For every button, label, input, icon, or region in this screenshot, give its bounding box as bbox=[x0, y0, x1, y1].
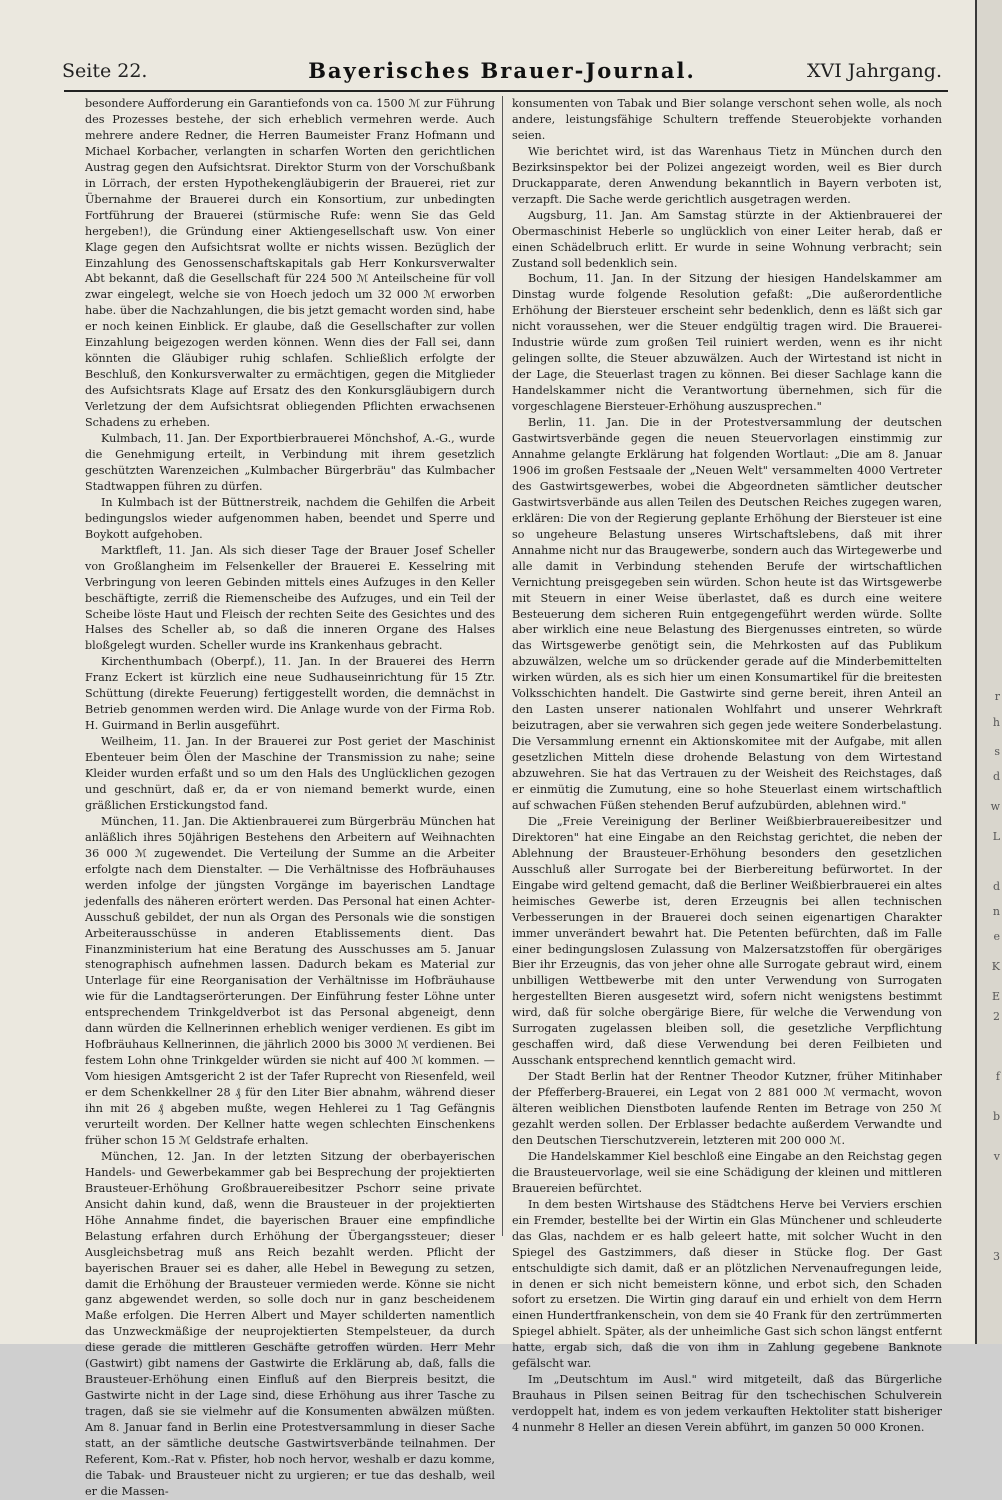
edge-letter: b bbox=[992, 1110, 1000, 1123]
journal-title: Bayerisches Brauer-Journal. bbox=[308, 58, 696, 83]
paragraph: Kulmbach, 11. Jan. Der Exportbierbrauerei Mönchshof, A.-G., wurde die Genehmigung erteilt, in Verbindung mit ihrem gesetzlich geschützten Warenzeichen „Kulmbacher Bürgerbräu" das Kulmbacher Stadtwappen führen zu dürfen. bbox=[85, 432, 495, 493]
paragraph: Die Handelskammer Kiel beschloß eine Eingabe an den Reichstag gegen die Brausteuervorlage, weil sie eine Schädigung der kleinen und mittleren Brauereien befürchtet. bbox=[512, 1149, 942, 1195]
edge-letter: v bbox=[993, 1150, 1000, 1163]
paragraph: Augsburg, 11. Jan. Am Samstag stürzte in der Aktienbrauerei der Obermaschinist Heberle so unglücklich von einer Leiter herab, daß er einen Schädelbruch erlitt. Er wurde in seine Wohnung verbracht; sein Zustand soll bedenklich sein. bbox=[512, 208, 942, 270]
paragraph: konsumenten von Tabak und Bier solange verschont sehen wolle, als noch andere, leistungsfähige Schultern treffende Steuerobjekte vorhanden seien. bbox=[512, 97, 942, 142]
edge-letter: s bbox=[994, 745, 1000, 758]
paragraph: Bochum, 11. Jan. In der Sitzung der hiesigen Handelskammer am Dinstag wurde folgende Resolution gefaßt: „Die außerordentliche Erhöhung der Biersteuer erscheint sehr bedenklich, denn es läßt sich gar nicht voraussehen, wer die Steuer endgültig tragen wird. Die Brauerei-Industrie würde zum großen Teil ruiniert werden, wenn es ihr nicht gelingen sollte, die Steuer abzuwälzen. Auch der Wirtestand ist nicht in der Lage, die Steuerlast tragen zu können. Bei dieser Sachlage kann die Handelskammer nicht die Verantwortung übernehmen, sich für die vorgeschlagene Biersteuer-Erhöhung auszusprechen." bbox=[512, 272, 942, 414]
edge-letter: E bbox=[991, 990, 1000, 1003]
header-rule bbox=[64, 90, 948, 92]
paragraph: München, 12. Jan. In der letzten Sitzung der oberbayerischen Handels- und Gewerbekammer gab bei Besprechung der projektierten Brausteuer-Erhöhung Großbrauereibesitzer Pschorr seine private Ansicht dahin kund, daß, wenn die Brausteuer in der projektierten Höhe Annahme findet, die bayerischen Brauer eine empfindliche Belastung erfahren durch Erhöhung der Übergangssteuer; dieser Ausgleichsbetrag muß ans Reich bezahlt werden. Pflicht der bayerischen Brauer sei es daher, alle Hebel in Bewegung zu setzen, damit die Erhöhung der Brausteuer vermieden werde. Könne sie nicht ganz abgewendet werden, so solle doch nur in ganz bescheidenem Maße erfolgen. Die Herren Albert und Mayer schilderten namentlich das Unzweckmäßige der neuprojektierten Stempelsteuer, da durch diese gerade die mittleren Geschäfte getroffen würden. Herr Mehr (Gastwirt) gibt namens der Gastwirte die Erklärung ab, daß, falls die Brausteuer-Erhöhung einen Einfluß auf den Bierpreis besitzt, die Gastwirte nicht in der Lage sind, diese Erhöhung aus ihrer Tasche zu tragen, daß sie sie vielmehr auf die Konsumenten abwälzen müßten. Am 8. Januar fand in Berlin eine Protestversammlung in dieser Sache statt, an der sämtliche deutsche Gastwirtsverbände teilnahmen. Der Referent, Kom.-Rat v. Pfister, hob noch hervor, weshalb er dazu komme, die Tabak- und Brausteuer nicht zu urgieren; er tue das deshalb, weil er die Massen- bbox=[85, 1149, 495, 1498]
edge-letter: f bbox=[995, 1070, 1000, 1083]
left-column bbox=[85, 96, 495, 1500]
edge-letter: L bbox=[992, 830, 1000, 843]
paragraph: In Kulmbach ist der Büttnerstreik, nachdem die Gehilfen die Arbeit bedingungslos wieder aufgenommen haben, beendet und Sperre und Boykott aufgehoben. bbox=[85, 495, 495, 541]
right-column bbox=[512, 96, 942, 1436]
edge-letter: w bbox=[990, 800, 1000, 813]
paragraph: Der Stadt Berlin hat der Rentner Theodor Kutzner, früher Mitinhaber der Pfefferberg-Brauerei, ein Legat von 2 881 000 ℳ vermacht, wovon älteren weiblichen Dienstboten laufende Renten im Betrage von 250 ℳ gezahlt werden sollen. Der Erblasser bedachte außerdem Verwandte und den Deutschen Tierschutzverein, letzteren mit 200 000 ℳ. bbox=[512, 1070, 942, 1147]
edge-letter: 3 bbox=[993, 1250, 1000, 1263]
edge-letter: K bbox=[991, 960, 1000, 973]
edge-letter: d bbox=[992, 880, 1000, 893]
edge-letter: n bbox=[992, 905, 1000, 918]
paragraph: Die „Freie Vereinigung der Berliner Weißbierbrauereibesitzer und Direktoren" hat eine Eingabe an den Reichstag gerichtet, die neben der Ablehnung der Brausteuer-Erhöhung besonders den gesetzlichen Ausschluß aller Surrogate bei der Bierbereitung befürwortet. In der Eingabe wird geltend gemacht, daß die Berliner Weißbierbrauerei ein altes heimisches Gewerbe ist, deren Erzeugnis bei allen technischen Verbesserungen in der Brauerei doch seinen eigenartigen Charakter immer unverändert bewahrt hat. Die Petenten befürchten, daß im Falle einer bedingungslosen Zulassung von Malzersatzstoffen für obergäriges Bier ihr Erzeugnis, das von jeher ohne alle Surrogate gebraut wird, einem unbilligen Wettbewerbe mit den unter Verwendung von Surrogaten hergestellten Bieren ausgesetzt wird, sofern nicht wenigstens bestimmt wird, daß für solche obergärige Biere, für welche die Verwendung von Surrogaten zugelassen bleiben soll, die gesetzliche Verpflichtung geschaffen wird, daß diese Verwendung bei deren Feilbieten und Ausschank entsprechend kenntlich gemacht wird. bbox=[512, 814, 942, 1068]
paragraph: Wie berichtet wird, ist das Warenhaus Tietz in München durch den Bezirksinspektor bei der Polizei angezeigt worden, weil es Bier durch Druckapparate, deren Anwendung bekanntlich in Bayern verboten ist, verzapft. Die Sache werde gerichtlich ausgetragen werden. bbox=[512, 144, 942, 206]
paragraph: Marktfleft, 11. Jan. Als sich dieser Tage der Brauer Josef Scheller von Großlangheim im Felsenkeller der Brauerei E. Kesselring mit Verbringung von leeren Gebinden mittels eines Aufzuges in den Keller beschäftigte, zerriß die Riemenscheibe des Aufzuges, und ein Teil der Scheibe löste Haut und Fleisch der rechten Seite des Gesichtes und des Halses des Scheller ab, so daß die inneren Organe des Halses bloßgelegt wurden. Scheller wurde ins Krankenhaus gebracht. bbox=[85, 543, 495, 653]
page-header bbox=[62, 58, 942, 88]
column-divider bbox=[502, 96, 503, 1236]
edge-letter: r bbox=[994, 690, 1000, 703]
paragraph: In dem besten Wirtshause des Städtchens Herve bei Verviers erschien ein Fremder, bestellte bei der Wirtin ein Glas Münchener und schleuderte das Glas, nachdem er es halb geleert hatte, mit solcher Wucht in den Spiegel des Gastzimmers, daß dieser in Stücke flog. Der Gast entschuldigte sich damit, daß er an plötzlichen Nervenaufregungen leide, in denen er sich nicht bemeistern könne, und erbot sich, den Schaden sofort zu ersetzen. Die Wirtin ging darauf ein und erhielt von dem Herrn einen Hundertfrankenschein, von dem sie 40 Frank für den zertrümmerten Spiegel abhielt. Später, als der unheimliche Gast sich schon längst entfernt hatte, ergab sich, daß die von ihm in Zahlung gegebene Banknote gefälscht war. bbox=[512, 1197, 942, 1371]
edge-letter: e bbox=[993, 930, 1000, 943]
adjacent-page-edge bbox=[975, 0, 1002, 1344]
paragraph: besondere Aufforderung ein Garantiefonds von ca. 1500 ℳ zur Führung des Prozesses bestehe, der sich erheblich vermehren werde. Auch mehrere andere Redner, die Herren Baumeister Franz Hofmann und Michael Korbacher, verlangten in scharfen Worten den gerichtlichen Austrag gegen den Aufsichtsrat. Direktor Sturm von der Vorschußbank in Lörrach, der ersten Hypothekengläubigerin der Brauerei, riet zur Übernahme der Brauerei durch ein Konsortium, zur unbedingten Fortführung der Brauerei (stürmische Rufe: wenn Sie das Geld hergeben!), die Gründung einer Aktiengesellschaft usw. Von einer Klage gegen den Aufsichtsrat wollte er nichts wissen. Bezüglich der Einzahlung des Genossenschaftskapitals gab Herr Konkursverwalter Abt bekannt, daß die Gesellschaft für 224 500 ℳ Anteilscheine für voll zwar eingelegt, welche sie von Hoech jedoch um 32 000 ℳ erworben habe. über die Nachzahlungen, die bis jetzt gemacht worden sind, habe er noch keinen Einblick. Er glaube, daß die Gesellschafter zur vollen Einzahlung beigezogen werden können. Wenn dies der Fall sei, dann könnten die Gläubiger ruhig schlafen. Schließlich erfolgte der Beschluß, den Konkursverwalter zu ermächtigen, gegen die Mitglieder des Aufsichtsrats Klage auf Ersatz des den Konkursgläubigern durch Verletzung der dem Aufsichtsrat obliegenden Pflichten erwachsenen Schadens zu erheben. bbox=[85, 97, 495, 430]
paragraph: Kirchenthumbach (Oberpf.), 11. Jan. In der Brauerei des Herrn Franz Eckert ist kürzlich eine neue Sudhauseinrichtung für 15 Ztr. Schüttung (direkte Feuerung) fertiggestellt worden, die demnächst in Betrieb genommen werden wird. Die Anlage wurde von der Firma Rob. H. Guirmand in Berlin ausgeführt. bbox=[85, 655, 495, 733]
paragraph: Weilheim, 11. Jan. In der Brauerei zur Post geriet der Maschinist Ebenteuer beim Ölen der Maschine der Transmission zu nahe; seine Kleider wurden erfaßt und so um den Hals des Unglücklichen gezogen und geschnürt, daß er, da er von niemand bemerkt wurde, einen gräßlichen Erstickungstod fand. bbox=[85, 735, 495, 812]
paragraph: München, 11. Jan. Die Aktienbrauerei zum Bürgerbräu München hat anläßlich ihres 50jährigen Bestehens den Arbeitern auf Weihnachten 36 000 ℳ zugewendet. Die Verteilung der Summe an die Arbeiter erfolgte nach dem Dienstalter. — Die Verhältnisse des Hofbräuhauses werden infolge der jüngsten Vorgänge im bayerischen Landtage jedenfalls des näheren erörtert werden. Das Personal hat einen Achter-Ausschuß gebildet, der nun als Organ des Personals wie die sonstigen Arbeiterausschüsse in anderen Etablissements dient. Das Finanzministerium hat eine Beratung des Ausschusses am 5. Januar stenographisch aufnehmen lassen. Dadurch bekam es Material zur Unterlage für eine Reorganisation der Verhältnisse im Hofbräuhause wie für die Landtagserörterungen. Der Einführung fester Löhne unter entsprechendem Trinkgeldverbot ist das Personal abgeneigt, denn dann würden die Kellnerinnen erheblich weniger verdienen. Es gibt im Hofbräuhaus Kellnerinnen, die jährlich 2000 bis 3000 ℳ verdienen. Bei festem Lohn ohne Trinkgelder würden sie nicht auf 400 ℳ kommen. — Vom hiesigen Amtsgericht 2 ist der Tafer Ruprecht von Riesenfeld, weil er dem Schenkkellner 28 ₰ für den Liter Bier abnahm, während dieser ihn mit 26 ₰ abgeben mußte, wegen Hehlerei zu 1 Tag Gefängnis verurteilt worden. Der Kellner hatte wegen schlechten Einschenkens früher schon 15 ℳ Geldstrafe erhalten. bbox=[85, 814, 495, 1147]
edge-letter: h bbox=[992, 716, 1000, 729]
volume-label: XVI Jahrgang. bbox=[807, 60, 942, 82]
paragraph: Im „Deutschtum im Ausl." wird mitgeteilt, daß das Bürgerliche Brauhaus in Pilsen seinen Beitrag für den tschechischen Schulverein verdoppelt hat, indem es von jedem verkauften Hektoliter statt bisheriger 4 nunmehr 8 Heller an diesen Verein abführt, im ganzen 50 000 Kronen. bbox=[512, 1373, 942, 1435]
page-number: Seite 22. bbox=[62, 60, 148, 82]
edge-letter: 2 bbox=[993, 1010, 1000, 1023]
edge-letter: d bbox=[992, 770, 1000, 783]
paragraph: Berlin, 11. Jan. Die in der Protestversammlung der deutschen Gastwirtsverbände gegen die neuen Steuervorlagen einstimmig zur Annahme gelangte Erklärung hat folgenden Wortlaut: „Die am 8. Januar 1906 im großen Festsaale der „Neuen Welt" versammelten 4000 Vertreter des Gastwirtsgewerbes, wobei die Abgeordneten sämtlicher deutscher Gastwirtsverbände aus allen Teilen des Deutschen Reiches zugegen waren, erklären: Die von der Regierung geplante Erhöhung der Biersteuer ist eine so ungeheure Belastung unseres Wirtschaftslebens, daß mit ihrer Annahme nicht nur das Braugewerbe, sondern auch das Wirtegewerbe und alle damit in Verbindung stehenden Berufe der wirtschaftlichen Vernichtung preisgegeben sein würden. Schon heute ist das Wirtsgewerbe mit Steuern in einer Weise überlastet, daß es durch eine weitere Besteuerung dem sicheren Ruin entgegengeführt werden würde. Sollte aber wirklich eine neue Belastung des Biergenusses eintreten, so würde das Wirtsgewerbe genötigt sein, die Mehrkosten auf das Publikum abzuwälzen, welche um so drückender gerade auf die Minderbemittelten wirken würden, als es sich hier um einen Konsumartikel für die breitesten Volksschichten handelt. Die Gastwirte sind gerne bereit, ihren Anteil an den Lasten unserer nationalen Wohlfahrt und unserer Wehrkraft beizutragen, aber sie verwahren sich gegen jede weitere Sonderbelastung. Die Versammlung ernennt ein Aktionskomitee mit der Aufgabe, mit allen gesetzlichen Mitteln diese drohende Belastung von dem Wirtestand abzuwehren. Sie hat das Vertrauen zu der Weisheit des Reichstages, daß er einmütig die Zumutung, eine so hohe Steuerlast einem wirtschaftlich auf schwachen Füßen stehenden Beruf aufzubürden, ablehnen wird." bbox=[512, 416, 942, 812]
